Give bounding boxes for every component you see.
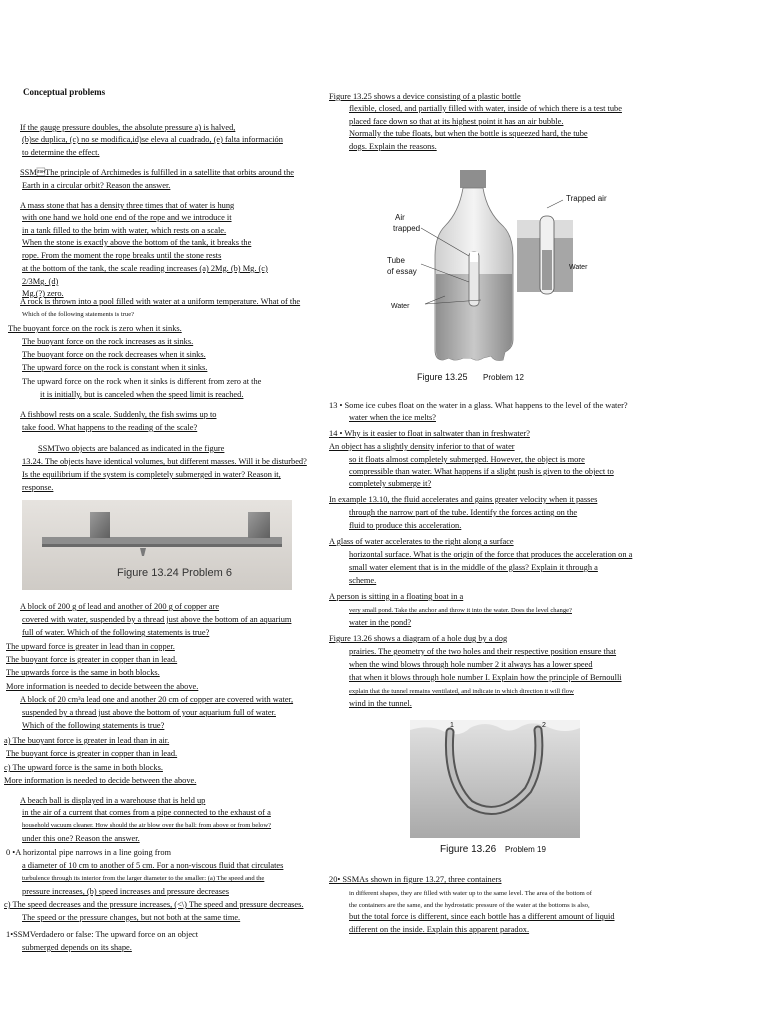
option-line: c) The upward force is the same in both blocks. — [4, 763, 163, 772]
question-line: placed face down so that at its highest point it has an air bubble. — [349, 117, 564, 126]
question-line: turbulence through its interior from the larger diameter to the smaller: (a) The speed and the — [22, 875, 265, 882]
question-line: flexible, closed, and partially filled with water, inside of which there is a test tube — [349, 104, 622, 113]
question-line: A glass of water accelerates to the right along a surface — [329, 537, 514, 546]
figure-caption: Figure 13.25 — [417, 372, 468, 382]
option-line: The speed or the pressure changes, but not both at the same time. — [22, 913, 241, 922]
question-line: Figure 13.26 shows a diagram of a hole dug by a dog — [329, 634, 508, 643]
question-line: very small pond. Take the anchor and throw it into the water. Does the level change? — [349, 607, 572, 614]
option-line: The buoyant force on the rock increases as it sinks. — [22, 337, 194, 346]
option-line: The buoyant force is greater in copper than in lead. — [6, 655, 178, 664]
question-line: (b)se duplica, (c) no se modifica,id)se eleva al cuadrado, (e) falta información — [22, 135, 283, 144]
question-line: that when it blows through hole number I. Explain how the principle of Bernoulli — [349, 673, 622, 682]
question-line: covered with water, suspended by a thread just above the bottom of an aquarium — [22, 615, 292, 624]
question-line: SSMThe principle of Archimedes is fulfilled in a satellite that orbits around the — [20, 168, 294, 177]
question-line: to determine the effect. — [22, 148, 100, 157]
question-line: response. — [22, 483, 54, 492]
question-line: rope. From the moment the rope breaks until the stone rests — [22, 251, 222, 260]
tunnel-illustration — [410, 720, 580, 840]
question-line: A block of 20 cm³a lead one and another 20 cm of copper are covered with water, — [20, 695, 294, 704]
question-line: 0 •A horizontal pipe narrows in a line going from — [6, 848, 172, 857]
question-line: full of water. Which of the following statements is true? — [22, 628, 210, 637]
bottle-figure — [385, 164, 615, 396]
question-line: horizontal surface. What is the origin of the force that produces the acceleration on a — [349, 550, 633, 559]
question-line: but the total force is different, since each bottle has a different amount of liquid — [349, 912, 615, 921]
question-line: when the wind blows through hole number 2 it always has a lower speed — [349, 660, 593, 669]
option-line: The buoyant force is greater in copper than in lead. — [6, 749, 178, 758]
question-line: 2/3Mg. (d) — [22, 277, 59, 286]
question-line: 13 • Some ice cubes float on the water in a glass. What happens to the level of the water? — [329, 401, 628, 410]
option-line: The buoyant force on the rock is zero when it sinks. — [8, 324, 182, 333]
option-line: The upward force is greater in lead than in copper. — [6, 642, 175, 651]
option-line: The upward force on the rock when it sinks is different from zero at the — [22, 377, 262, 386]
balance-figure — [22, 500, 292, 590]
question-line: 13.24. The objects have identical volumes, but different masses. Will it be disturbed? — [22, 457, 307, 466]
question-line: a diameter of 10 cm to another of 5 cm. For a non-viscous fluid that circulates — [22, 861, 284, 870]
question-line: Which of the following statements is true? — [22, 311, 135, 318]
question-line: A beach ball is displayed in a warehouse that is held up — [20, 796, 206, 805]
figure-label: Water — [569, 264, 588, 271]
question-line: so it floats almost completely submerged. However, the object is more — [349, 455, 585, 464]
question-line: A person is sitting in a floating boat in a — [329, 592, 464, 601]
figure-label: Tube — [387, 256, 405, 265]
figure-label: Water — [391, 303, 410, 310]
tunnel-figure — [410, 720, 580, 860]
question-line: the containers are the same, and the hydrostatic pressure of the water at the bottoms is also, — [349, 902, 590, 909]
option-line: a) The buoyant force is greater in lead than in air. — [4, 736, 170, 745]
question-line: In example 13.10, the fluid accelerates and gains greater velocity when it passes — [329, 495, 598, 504]
question-line: compressible than water. What happens if a slight push is given to the object to — [349, 467, 614, 476]
figure-caption: Problem 19 — [505, 845, 546, 854]
question-line: small water element that is in the middle of the glass? Explain it through a — [349, 563, 598, 572]
option-line: The upward force on the rock is constant when it sinks. — [22, 363, 208, 372]
figure-caption: Figure 13.26 — [440, 844, 497, 855]
question-line: Normally the tube floats, but when the bottle is squeezed hard, the tube — [349, 129, 588, 138]
question-line: wind in the tunnel. — [349, 699, 412, 708]
question-line: in different shapes, they are filled with water up to the same level. The area of the bottom of — [349, 890, 592, 897]
question-line: suspended by a thread just above the bottom of your aquarium full of water. — [22, 708, 276, 717]
question-line: pressure increases, (b) speed increases and pressure decreases — [22, 887, 229, 896]
question-line: submerged depends on its shape. — [22, 943, 132, 952]
figure-caption: Problem 12 — [483, 373, 524, 382]
question-line: take food. What happens to the reading of the scale? — [22, 423, 198, 432]
question-line: 1•SSMVerdadero or false: The upward force on an object — [6, 930, 199, 939]
hole-label: 2 — [542, 722, 546, 729]
question-line: Figure 13.25 shows a device consisting of a plastic bottle — [329, 92, 521, 101]
question-line: If the gauge pressure doubles, the absolute pressure a) is halved, — [20, 123, 236, 132]
option-line: it is initially, but is canceled when the speed limit is reached. — [40, 390, 244, 399]
question-line: A mass stone that has a density three times that of water is hung — [20, 201, 235, 210]
question-line: Earth in a circular orbit? Reason the answer. — [22, 181, 171, 190]
hole-label: 1 — [450, 722, 454, 729]
question-line: An object has a slightly density inferior to that of water — [329, 442, 515, 451]
question-line: SSMTwo objects are balanced as indicated in the figure — [38, 444, 225, 453]
question-line: explain that the tunnel remains ventilated, and indicate in which direction it will flow — [349, 688, 574, 695]
question-line: A fishbowl rests on a scale. Suddenly, the fish swims up to — [20, 410, 217, 419]
option-line: The buoyant force on the rock decreases when it sinks. — [22, 350, 206, 359]
question-line: When the stone is exactly above the bottom of the tank, it breaks the — [22, 238, 252, 247]
question-line: fluid to produce this acceleration. — [349, 521, 462, 530]
figure-label: trapped — [393, 224, 421, 233]
section-heading: Conceptual problems — [23, 87, 106, 97]
question-line: in a tank filled to the brim with water, which rests on a scale. — [22, 226, 227, 235]
figure-label: Air — [395, 213, 405, 222]
question-line: 14 • Why is it easier to float in saltwater than in freshwater? — [329, 429, 530, 438]
figure-label: of essay — [387, 267, 417, 276]
question-line: A rock is thrown into a pool filled with water at a uniform temperature. What of the — [20, 297, 301, 306]
figure-caption: Figure 13.24 Problem 6 — [117, 567, 232, 579]
question-line: through the narrow part of the tube. Identify the forces acting on the — [349, 508, 578, 517]
question-line: A block of 200 g of lead and another of 200 g of copper are — [20, 602, 220, 611]
question-line: 20• SSMAs shown in figure 13.27, three containers — [329, 875, 502, 884]
question-line: household vacuum cleaner. How should the air blow over the ball: from above or from below? — [22, 822, 272, 829]
option-line: The upwards force is the same in both blocks. — [6, 668, 160, 677]
question-line: water in the pond? — [349, 618, 412, 627]
question-line: Mg.(?) zero. — [22, 289, 64, 298]
question-line: scheme. — [349, 576, 377, 585]
question-line: completely submerge it? — [349, 479, 432, 488]
question-line: at the bottom of the tank, the scale reading increases (a) 2Mg. (b) Mg. (c) — [22, 264, 268, 273]
question-line: dogs. Explain the reasons. — [349, 142, 437, 151]
figure-label: Trapped air — [566, 194, 607, 203]
question-line: water when the ice melts? — [349, 413, 436, 422]
option-line: More information is needed to decide between the above. — [4, 776, 197, 785]
question-line: in the air of a current that comes from a pipe connected to the exhaust of a — [22, 808, 271, 817]
option-line: More information is needed to decide between the above. — [6, 682, 199, 691]
question-line: with one hand we hold one end of the rope and we introduce it — [22, 213, 232, 222]
question-line: under this one? Reason the answer. — [22, 834, 140, 843]
question-line: different on the inside. Explain this apparent paradox. — [349, 925, 530, 934]
question-line: Which of the following statements is true? — [22, 721, 165, 730]
question-line: prairies. The geometry of the two holes and their respective position ensure that — [349, 647, 617, 656]
question-line: Is the equilibrium if the system is completely submerged in water? Reason it, — [22, 470, 281, 479]
option-line: c) The speed decreases and the pressure increases, (<\) The speed and pressure decreases. — [4, 900, 304, 909]
